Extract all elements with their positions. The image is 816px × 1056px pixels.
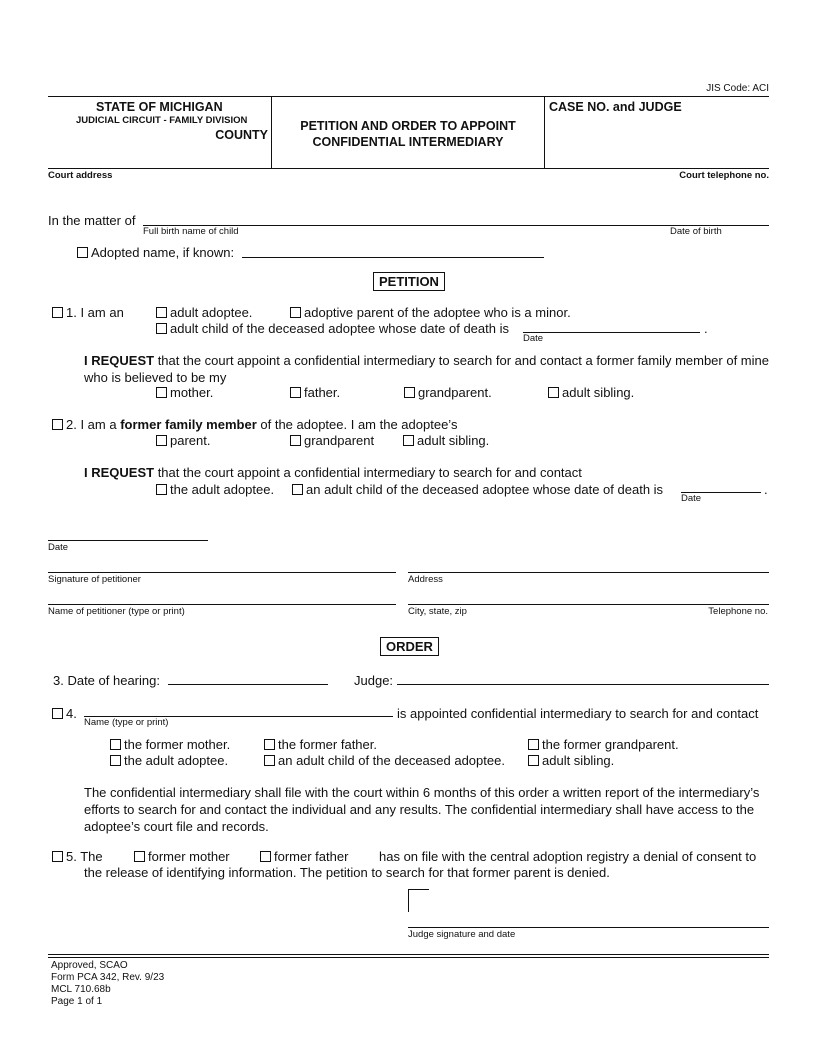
adopted-name-field[interactable]: [242, 257, 544, 258]
item2-adult-adoptee: [156, 482, 274, 497]
form-title-line1: PETITION AND ORDER TO APPOINT: [300, 119, 516, 133]
order-adult-child: [264, 753, 505, 768]
item1-grandparent-label: grandparent.: [418, 385, 492, 400]
item1-adult-adoptee-checkbox[interactable]: [156, 307, 167, 318]
child-name-caption: Full birth name of child: [143, 226, 239, 237]
item2-adult-adoptee-checkbox[interactable]: [156, 484, 167, 495]
item5-line2: the release of identifying information. The petition to search for that former parent is denied.: [84, 865, 610, 880]
item5-father-checkbox[interactable]: [260, 851, 271, 862]
hearing-date-label: 3. Date of hearing:: [53, 673, 160, 688]
item1-row: [52, 305, 124, 320]
footer-mcl: MCL 710.68b: [51, 984, 111, 995]
item1-grandparent: [404, 385, 492, 400]
item2-request-bold: I REQUEST: [84, 465, 155, 480]
petitioner-city-caption: City, state, zip: [408, 606, 467, 617]
order-adult-sibling-checkbox[interactable]: [528, 755, 539, 766]
item5-mother-label: former mother: [148, 849, 230, 864]
item2-sibling: [403, 433, 489, 448]
adopted-name-label: Adopted name, if known:: [91, 245, 235, 260]
petitioner-signature-field[interactable]: [48, 572, 396, 573]
header-top-rule: [48, 96, 769, 97]
state-name: STATE OF MICHIGAN: [96, 100, 223, 114]
footer-approved: Approved, SCAO: [51, 960, 128, 971]
order-adult-adoptee-checkbox[interactable]: [110, 755, 121, 766]
court-address-label: Court address: [48, 170, 113, 181]
item4-num: 4.: [66, 706, 77, 721]
petitioner-name-caption: Name of petitioner (type or print): [48, 606, 185, 617]
footer-rule-2: [48, 957, 769, 958]
item1-father-label: father.: [304, 385, 341, 400]
order-former-father-checkbox[interactable]: [264, 739, 275, 750]
item5-father-label: former father: [274, 849, 349, 864]
item1-adult-child-checkbox[interactable]: [156, 323, 167, 334]
order-former-mother-checkbox[interactable]: [110, 739, 121, 750]
intermediary-name-caption: Name (type or print): [84, 717, 169, 728]
item2-adult-adoptee-label: the adult adoptee.: [170, 482, 275, 497]
item1-date-caption: Date: [523, 333, 544, 344]
item2-request-text: that the court appoint a confidential intermediary to search for and contact: [154, 465, 582, 480]
footer-page: Page 1 of 1: [51, 996, 103, 1007]
order-former-grandparent-label: the former grandparent.: [542, 737, 679, 752]
item5-text: has on file with the central adoption registry a denial of consent to: [379, 849, 757, 864]
item1-father-checkbox[interactable]: [290, 387, 301, 398]
petition-heading: PETITION: [373, 274, 445, 289]
report-paragraph: The confidential intermediary shall file with the court within 6 months of this order a written report of the intermediary’s efforts to search for and contact the individual and any results. The confidential intermediary shall have access to the adoptee’s court file and records.: [84, 785, 760, 834]
item2-grandparent: [290, 433, 374, 448]
item2-sibling-label: adult sibling.: [417, 433, 490, 448]
petitioner-city-field[interactable]: [408, 604, 769, 605]
item2-grandparent-label: grandparent: [304, 433, 375, 448]
item4-row: [52, 706, 77, 721]
adopted-name-checkbox[interactable]: [77, 247, 88, 258]
petitioner-name-field[interactable]: [48, 604, 396, 605]
footer-form: Form PCA 342, Rev. 9/23: [51, 972, 165, 983]
item1-grandparent-checkbox[interactable]: [404, 387, 415, 398]
item5-prefix: 5. The: [66, 849, 103, 864]
item1-checkbox[interactable]: [52, 307, 63, 318]
item5-mother-checkbox[interactable]: [134, 851, 145, 862]
item2-parent-label: parent.: [170, 433, 211, 448]
item1-adoptive-parent-checkbox[interactable]: [290, 307, 301, 318]
item1-adult-child-label: adult child of the deceased adoptee whose date of death is: [170, 321, 509, 336]
order-adult-adoptee: [110, 753, 228, 768]
petitioner-phone-caption: Telephone no.: [708, 606, 768, 617]
item2-row: [52, 417, 457, 432]
item1-request: [84, 352, 774, 386]
order-former-father-label: the former father.: [278, 737, 377, 752]
item2-request: [84, 465, 582, 480]
item1-adult-adoptee: [156, 305, 252, 320]
judge-signature-caption: Judge signature and date: [408, 929, 516, 940]
order-former-grandparent: [528, 737, 679, 752]
order-adult-adoptee-label: the adult adoptee.: [124, 753, 229, 768]
matter-label: In the matter of: [48, 213, 136, 228]
item1-adult-adoptee-label: adult adoptee.: [170, 305, 253, 320]
header-divider-2: [544, 97, 545, 169]
item5-row: [52, 849, 103, 864]
item1-adoptive-parent: [290, 305, 571, 320]
circuit-label: JUDICIAL CIRCUIT - FAMILY DIVISION: [76, 115, 248, 126]
item2-date-caption: Date: [681, 493, 702, 504]
item2-suffix: of the adoptee. I am the adoptee’s: [256, 417, 458, 432]
order-heading: ORDER: [380, 639, 439, 654]
item2-parent-checkbox[interactable]: [156, 435, 167, 446]
item1-mother: [156, 385, 213, 400]
item1-adult-child: [156, 321, 509, 336]
footer-rule-1: [48, 954, 769, 955]
item2-prefix: 2. I am a: [66, 417, 121, 432]
seal-corner-mark: [408, 889, 429, 912]
adopted-name-row: [77, 245, 234, 260]
item5-checkbox[interactable]: [52, 851, 63, 862]
petition-date-caption: Date: [48, 542, 69, 553]
jis-code: JIS Code: ACI: [706, 83, 769, 94]
item5-mother: [134, 849, 230, 864]
header-bottom-rule: [48, 168, 769, 169]
case-no-label: CASE NO. and JUDGE: [549, 100, 682, 114]
petitioner-signature-caption: Signature of petitioner: [48, 574, 141, 585]
item2-adult-child-checkbox[interactable]: [292, 484, 303, 495]
order-former-grandparent-checkbox[interactable]: [528, 739, 539, 750]
judge-signature-field[interactable]: [408, 927, 769, 928]
item4-text: is appointed confidential intermediary to search for and contact: [397, 706, 759, 721]
order-former-mother: [110, 737, 230, 752]
header-divider-1: [271, 97, 272, 169]
order-adult-sibling: [528, 753, 614, 768]
item2-adult-child: [292, 482, 663, 497]
order-adult-child-checkbox[interactable]: [264, 755, 275, 766]
item1-prefix: 1. I am an: [66, 305, 124, 320]
dob-caption: Date of birth: [670, 226, 722, 237]
petitioner-address-caption: Address: [408, 574, 443, 585]
judge-field[interactable]: [397, 684, 769, 685]
item2-bold: former family member: [120, 417, 257, 432]
item1-adoptive-parent-label: adoptive parent of the adoptee who is a minor.: [304, 305, 571, 320]
item1-mother-label: mother.: [170, 385, 214, 400]
item1-death-date-field[interactable]: [523, 332, 700, 333]
order-former-father: [264, 737, 377, 752]
item2-parent: [156, 433, 210, 448]
order-adult-child-label: an adult child of the deceased adoptee.: [278, 753, 505, 768]
order-former-mother-label: the former mother.: [124, 737, 231, 752]
item1-father: [290, 385, 340, 400]
item2-period: .: [764, 482, 768, 497]
county-label: COUNTY: [215, 128, 268, 142]
form-title-line2: CONFIDENTIAL INTERMEDIARY: [312, 135, 504, 149]
item5-father: [260, 849, 348, 864]
item1-sibling: [548, 385, 634, 400]
item2-adult-child-label: an adult child of the deceased adoptee whose date of death is: [306, 482, 664, 497]
item4-checkbox[interactable]: [52, 708, 63, 719]
item1-request-text: that the court appoint a confidential intermediary to search for and contact a former family member of mine who is believed to be my: [84, 353, 769, 385]
order-adult-sibling-label: adult sibling.: [542, 753, 615, 768]
item1-sibling-checkbox[interactable]: [548, 387, 559, 398]
item1-request-bold: I REQUEST: [84, 353, 155, 368]
petition-date-field[interactable]: [48, 540, 208, 541]
item1-sibling-label: adult sibling.: [562, 385, 635, 400]
judge-label: Judge:: [354, 673, 394, 688]
item2-grandparent-checkbox[interactable]: [290, 435, 301, 446]
petitioner-address-field[interactable]: [408, 572, 769, 573]
item1-mother-checkbox[interactable]: [156, 387, 167, 398]
item1-period: .: [704, 321, 708, 336]
item2-sibling-checkbox[interactable]: [403, 435, 414, 446]
hearing-date-field[interactable]: [168, 684, 328, 685]
court-phone-label: Court telephone no.: [679, 170, 769, 181]
item2-checkbox[interactable]: [52, 419, 63, 430]
